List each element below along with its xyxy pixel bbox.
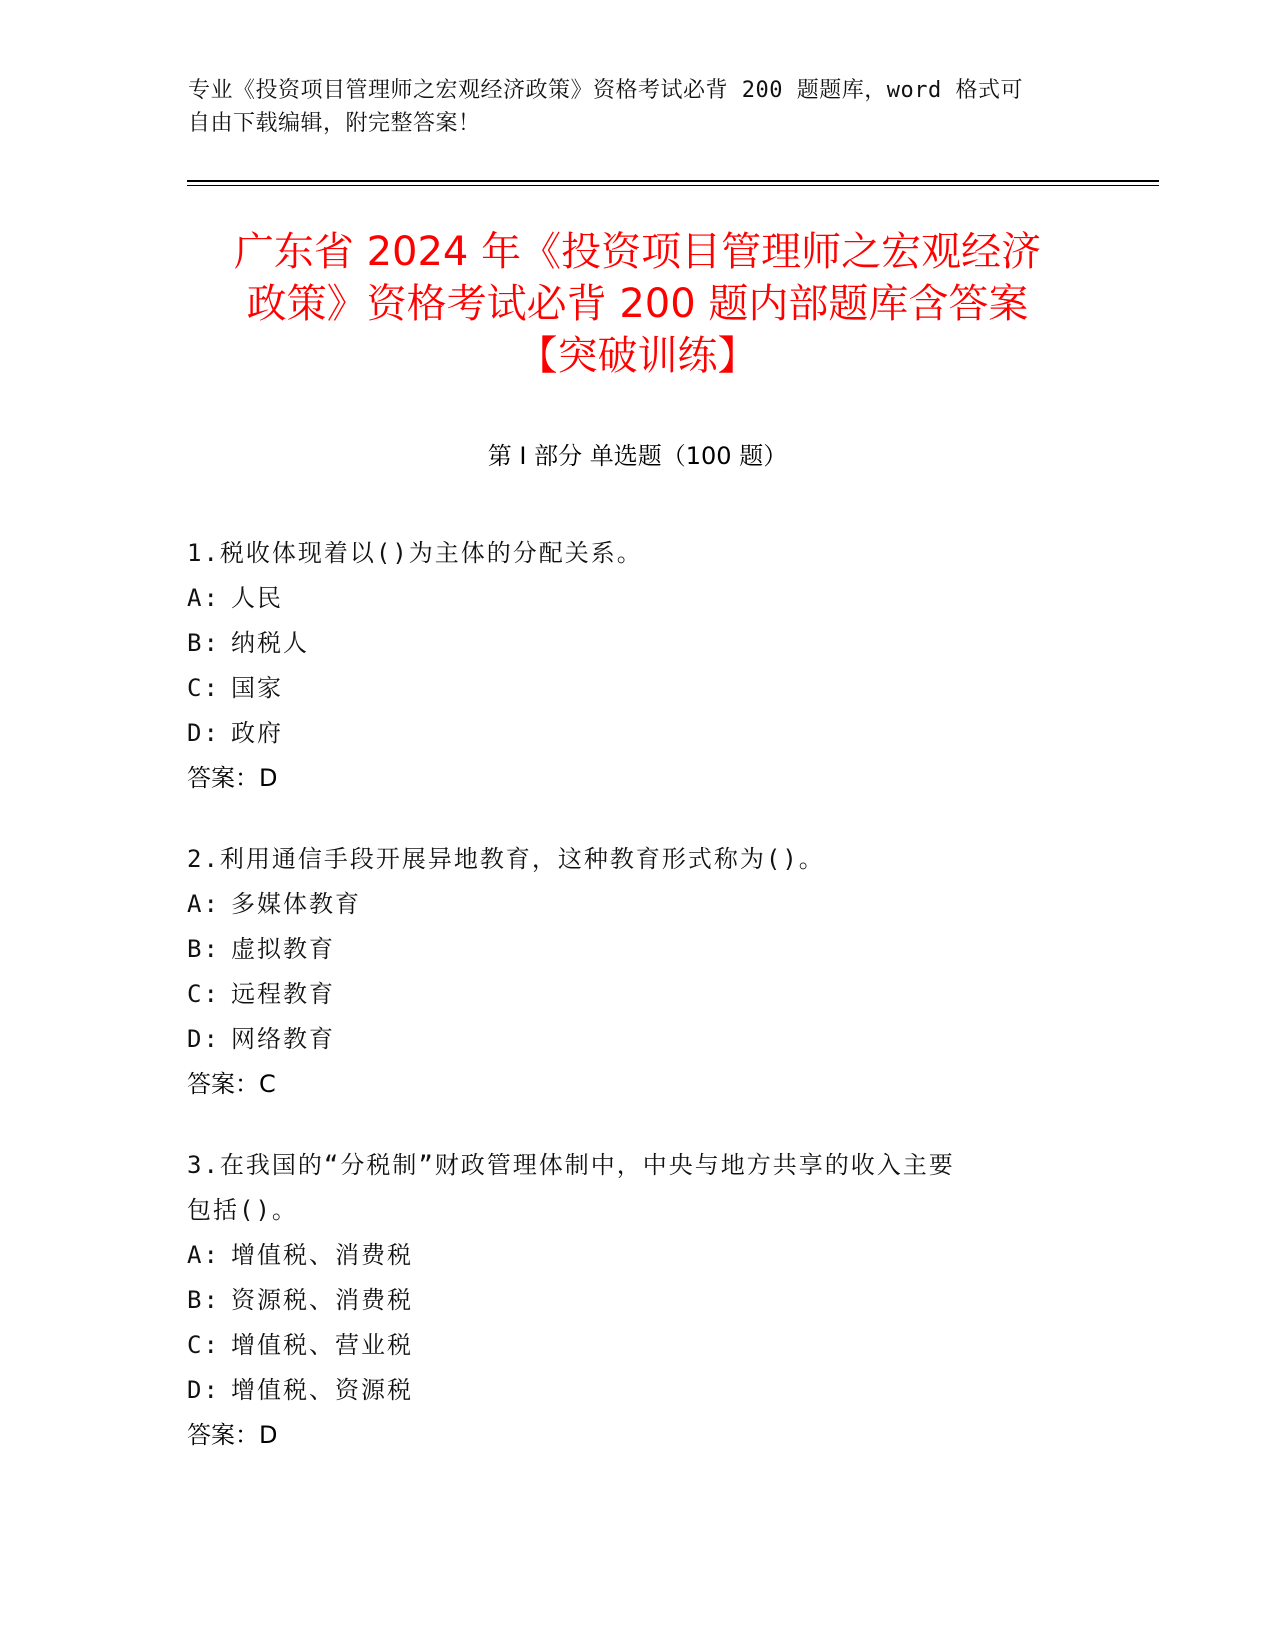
option-text: 政府 — [231, 719, 283, 747]
option-letter: B: — [187, 935, 220, 963]
question-2 — [187, 837, 1087, 1107]
option-text: 纳税人 — [231, 629, 309, 657]
title-line-1: 广东省 2024 年《投资项目管理师之宏观经济 — [233, 229, 1042, 275]
option-a — [187, 882, 1087, 927]
option-a — [187, 1233, 1087, 1278]
option-text: 多媒体教育 — [231, 890, 361, 918]
question-stem: 2.利用通信手段开展异地教育，这种教育形式称为()。 — [187, 845, 825, 873]
option-letter: A: — [187, 584, 220, 612]
option-c — [187, 666, 1087, 711]
question-3 — [187, 1143, 1087, 1458]
option-letter: D: — [187, 1376, 220, 1404]
option-c — [187, 1323, 1087, 1368]
option-text: 网络教育 — [231, 1025, 335, 1053]
option-text: 人民 — [231, 584, 283, 612]
question-stem: 3.在我国的“分税制”财政管理体制中，中央与地方共享的收入主要 — [187, 1151, 955, 1179]
document-title — [150, 226, 1125, 382]
option-text: 增值税、消费税 — [231, 1241, 413, 1269]
option-a — [187, 576, 1087, 621]
header-divider-thin — [187, 185, 1159, 186]
option-text: 增值税、营业税 — [231, 1331, 413, 1359]
title-line-3: 【突破训练】 — [517, 333, 758, 379]
option-b — [187, 621, 1087, 666]
title-line-2: 政策》资格考试必背 200 题内部题库含答案 — [246, 281, 1029, 327]
option-d — [187, 1368, 1087, 1413]
section-heading: 第 I 部分 单选题（100 题） — [487, 442, 788, 470]
option-letter: B: — [187, 1286, 220, 1314]
question-stem-continued: 包括()。 — [187, 1196, 298, 1224]
option-text: 远程教育 — [231, 980, 335, 1008]
header-divider-thick — [187, 180, 1159, 182]
answer: 答案：C — [187, 1070, 276, 1098]
option-letter: D: — [187, 719, 220, 747]
question-1 — [187, 531, 1087, 801]
option-c — [187, 972, 1087, 1017]
option-d — [187, 711, 1087, 756]
option-d — [187, 1017, 1087, 1062]
question-list — [187, 531, 1087, 1494]
option-letter: A: — [187, 1241, 220, 1269]
question-stem: 1.税收体现着以()为主体的分配关系。 — [187, 539, 643, 567]
answer: 答案：D — [187, 1421, 278, 1449]
option-text: 增值税、资源税 — [231, 1376, 413, 1404]
option-text: 资源税、消费税 — [231, 1286, 413, 1314]
option-text: 虚拟教育 — [231, 935, 335, 963]
option-letter: A: — [187, 890, 220, 918]
option-text: 国家 — [231, 674, 283, 702]
header-note — [188, 74, 1068, 140]
option-letter: B: — [187, 629, 220, 657]
option-letter: D: — [187, 1025, 220, 1053]
header-note-line-1: 专业《投资项目管理师之宏观经济政策》资格考试必背 200 题题库，word 格式可 — [188, 78, 1023, 103]
answer: 答案：D — [187, 764, 278, 792]
option-b — [187, 927, 1087, 972]
option-letter: C: — [187, 980, 220, 1008]
option-b — [187, 1278, 1087, 1323]
header-note-line-2: 自由下载编辑，附完整答案！ — [188, 111, 481, 136]
option-letter: C: — [187, 1331, 220, 1359]
option-letter: C: — [187, 674, 220, 702]
